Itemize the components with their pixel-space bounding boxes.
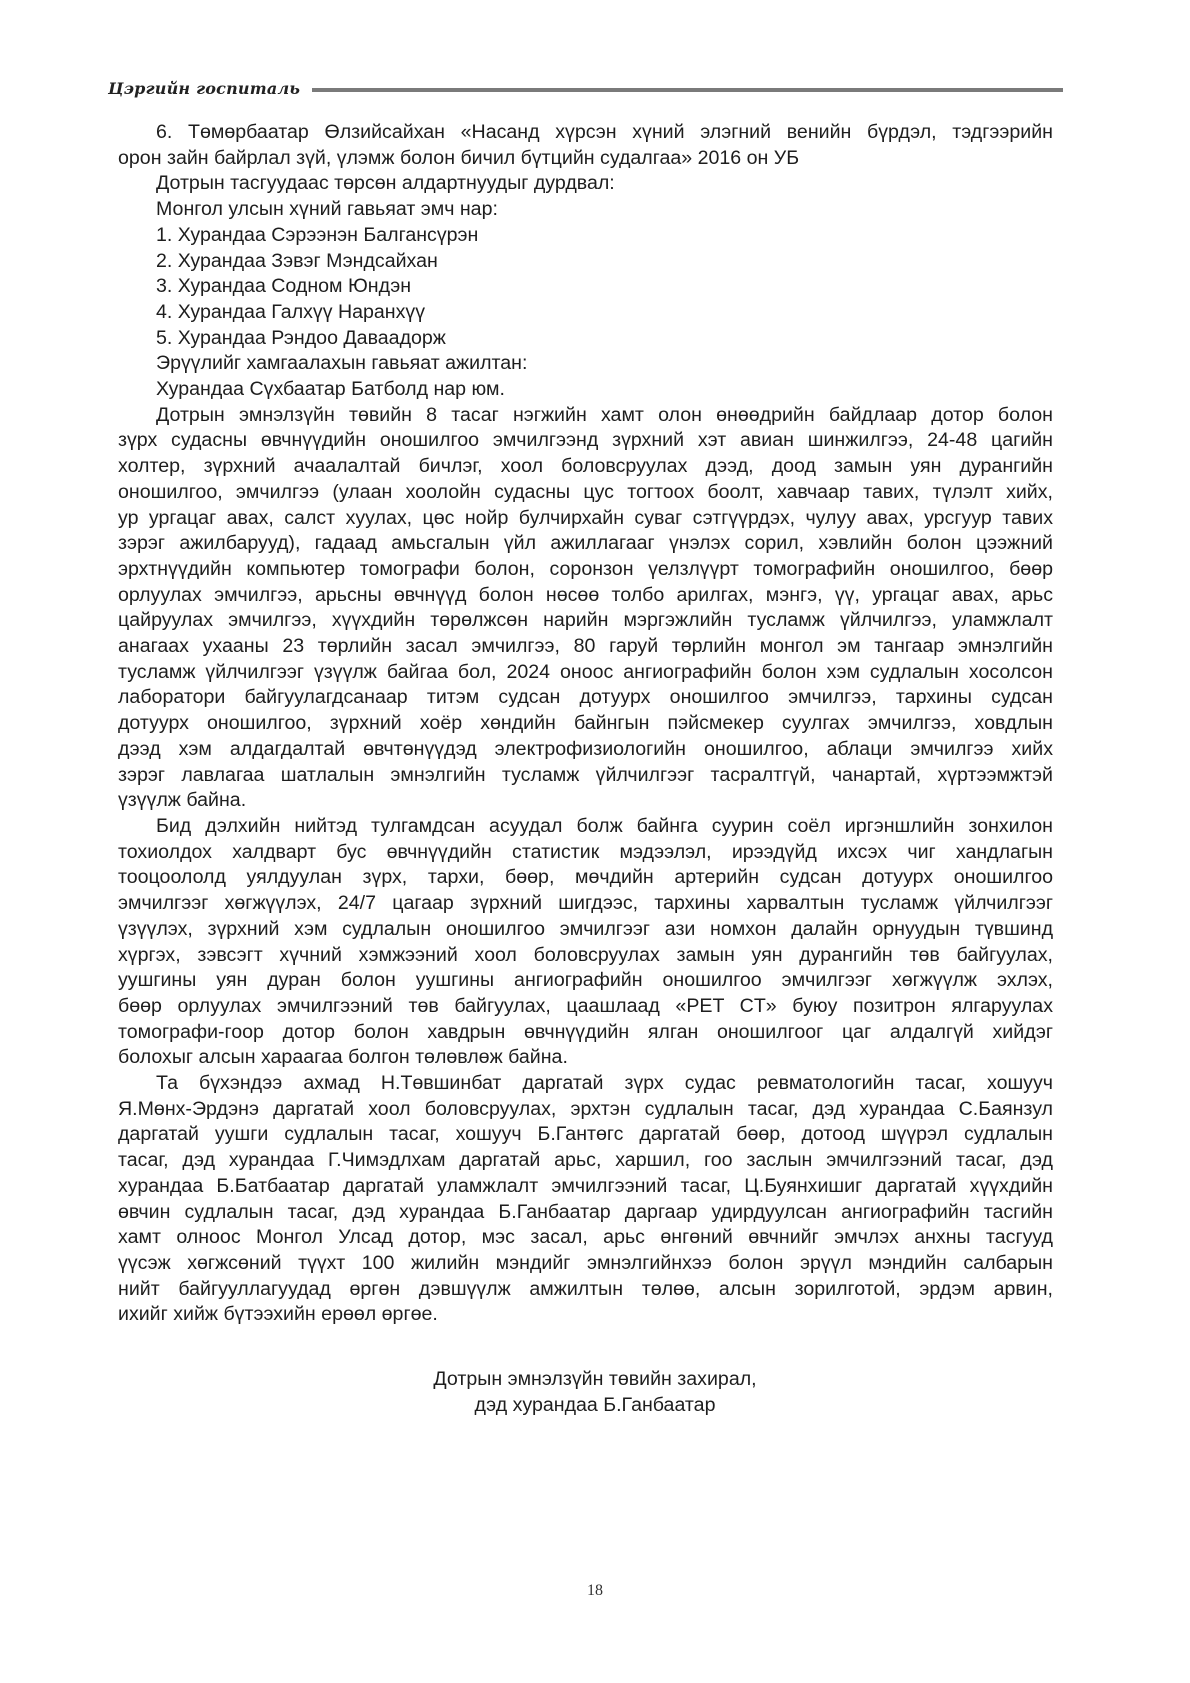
paragraph-line: ур ургацаг авах, салст хуулах, цөс нойр булчирхайн суваг сэтгүүрдэх, чулуу авах, урсгуур тавих (118, 506, 1053, 529)
honored-doctor-item: 3. Хурандаа Содном Юндэн (156, 275, 412, 298)
honored-worker-item: Хурандаа Сүхбаатар Батболд нар юм. (156, 378, 505, 401)
paragraph-line: ихийг хийж бүтээхийн ерөөл өргөе. (118, 1303, 438, 1326)
page-number: 18 (587, 1582, 603, 1599)
paragraph-line: Та бүхэндээ ахмад Н.Төвшинбат даргатай зүрх судас ревматологийн тасаг, хошууч (156, 1072, 1053, 1095)
paragraph-line: Я.Мөнх-Эрдэнэ даргатай хоол боловсруулах, эрхтэн судлалын тасаг, дэд хурандаа С.Баянзул (118, 1097, 1053, 1120)
paragraph-line: зэрэг ажилбарууд), гадаад амьсгалын үйл ажиллагааг үнэлэх сорил, хэвлийн болон цээжний (118, 532, 1053, 555)
paragraph-line: тасаг, дэд хурандаа Г.Чимэдлхам даргатай арьс, харшил, гоо заслын эмчилгээний тасаг, дэд (118, 1149, 1053, 1172)
paragraph-line: үзүүлэх, зүрхний хэм судлалын оношилгоо эмчилгээг ази номхон далайн орнуудын түвшинд (118, 917, 1053, 940)
honored-doctor-item: 2. Хурандаа Зэвэг Мэндсайхан (156, 249, 438, 272)
running-header (108, 76, 1063, 100)
paragraph-line: дээд хэм алдагдалтай өвчтөнүүдэд электрофизиологийн оношилгоо, аблаци эмчилгээ хийх (118, 737, 1053, 760)
paragraph-line: Бид дэлхийн нийтэд тулгамдсан асуудал болж байнга суурин соёл иргэншлийн зонхилон (156, 814, 1053, 837)
signature-name: дэд хурандаа Б.Ганбаатар (474, 1394, 716, 1416)
paragraph-line: бөөр орлуулах эмчилгээний төв байгуулах, цаашлаад «PET CT» буюу позитрон ялгаруулах (118, 994, 1053, 1017)
reference-item-6-line-1: 6. Төмөрбаатар Өлзийсайхан «Насанд хүрсэн хүний элэгний венийн бүрдэл, тэдгээрийн (156, 121, 1053, 143)
paragraph-line: томографи-гоор дотор болон хавдрын өвчнүүдийн ялган оношилгоог цаг алдалгүй хийдэг (118, 1020, 1053, 1043)
paragraph-line: үүсэж хөгжсөний түүхт 100 жилийн мэндийг эмнэлгийнхээ болон эрүүл мэндийн салбарын (118, 1251, 1053, 1274)
paragraph-line: хамт олноос Монгол Улсад дотор, мэс засал, арьс өнгөний өвчнийг эмчлэх анхны тасгууд (118, 1226, 1053, 1249)
paragraph-line: нийт байгууллагуудад өргөн дэвшүүлж амжилтын төлөө, алсын зорилготой, эрдэм арвин, (118, 1277, 1053, 1300)
paragraph-line: холтер, зүрхний ачаалалтай бичлэг, хоол боловсруулах дээд, доод замын уян дурангийн (118, 455, 1053, 478)
signature-title: Дотрын эмнэлзүйн төвийн захирал, (433, 1368, 757, 1390)
paragraph-line: хурандаа Б.Батбаатар даргатай уламжлалт эмчилгээний тасаг, Ц.Буянхишиг даргатай хүүхдийн (118, 1174, 1053, 1197)
article-body (118, 120, 1053, 1328)
honored-worker-heading: Эрүүлийг хамгаалахын гавьяат ажилтан: (156, 352, 528, 375)
journal-title: Цэргийн госпиталь (108, 78, 301, 98)
honored-doctor-item: 1. Хурандаа Сэрээнэн Балгансүрэн (156, 223, 479, 246)
paragraph-line: цайруулах эмчилгээ, хүүхдийн төрөлжсөн нарийн мэргэжлийн тусламж үйлчилгээ, уламжлалт (118, 609, 1053, 632)
paragraph-line: болохыг алсын хараагаа болгон төлөвлөж байна. (118, 1046, 568, 1069)
paragraph-line: Дотрын эмнэлзүйн төвийн 8 тасаг нэгжийн хамт олон өнөөдрийн байдлаар дотор болон (156, 403, 1053, 426)
paragraph-line: анагаах ухааны 23 төрлийн засал эмчилгээ, 80 гаруй төрлийн монгол эм тангаар эмнэлгийн (118, 635, 1053, 658)
reference-item-6-line-2: орон зайн байрлал зүй, үлэмж болон бичил бүтцийн судалгаа» 2016 он УБ (118, 146, 800, 169)
paragraph-line: тохиолдох халдварт бус өвчнүүдийн статистик мэдээлэл, ирээдүйд ихсэх чиг хандлагын (118, 840, 1053, 863)
paragraph-line: хүргэх, зэвсэгт хүчний хэмжээний хоол боловсруулах замын уян дурангийн төв байгуулах, (118, 943, 1053, 966)
paragraph-line: зэрэг лавлагаа шатлалын эмнэлгийн тусламж үйлчилгээг тасралтгүй, чанартай, хүртээмжтэй (118, 763, 1053, 786)
paragraph-line: дотуурх оношилгоо, зүрхний хоёр хөндийн байнгын пэйсмекер суулгах эмчилгээ, ховдлын (118, 712, 1053, 735)
intro-line: Дотрын тасгуудаас төрсөн алдартнуудыг дурдвал: (156, 172, 615, 195)
paragraph-line: зүрх судасны өвчнүүдийн оношилгоо эмчилгээнд зүрхний хэт авиан шинжилгээ, 24-48 цагийн (118, 429, 1053, 452)
paragraph-line: өвчин судлалын тасаг, дэд хурандаа Б.Ганбаатар даргаар удирдуулсан ангиографийн тасгийн (118, 1200, 1053, 1223)
paragraph-line: лаборатори байгуулагдсанаар титэм судсан дотуурх оношилгоо эмчилгээ, тархины судсан (118, 686, 1053, 709)
honored-doctor-item: 5. Хурандаа Рэндоо Даваадорж (156, 326, 446, 349)
paragraph-line: тооцоололд уялдуулан зүрх, тархи, бөөр, мөчдийн артерийн судсан дотуурх оношилгоо (118, 866, 1053, 889)
paragraph-line: оношилгоо, эмчилгээ (улаан хоолойн судасны цус тогтоох боолт, хавчаар тавих, түлэлт хийх, (118, 480, 1053, 503)
paragraph-line: уушгины уян дуран болон уушгины ангиографийн оношилгоо эмчилгээг хөгжүүлж эхлэх, (118, 969, 1053, 992)
paragraph-line: үзүүлж байна. (118, 789, 247, 812)
honored-doctors-heading: Монгол улсын хүний гавьяат эмч нар: (156, 198, 498, 221)
paragraph-line: эрхтнүүдийн компьютер томографи болон, соронзон үелзлүүрт томографийн оношилгоо, бөөр (118, 557, 1053, 580)
signature-block (300, 1366, 890, 1418)
header-rule (312, 88, 1063, 92)
paragraph-line: тусламж үйлчилгээг үзүүлж байгаа бол, 2024 оноос ангиографийн болон хэм судлалын хосолсон (118, 660, 1053, 683)
honored-doctor-item: 4. Хурандаа Галхүү Наранхүү (156, 300, 426, 323)
paragraph-line: эмчилгээг хөгжүүлэх, 24/7 цагаар зүрхний шигдээс, тархины харвалтын тусламж үйлчилгээг (118, 892, 1053, 915)
paragraph-line: орлуулах эмчилгээ, арьсны өвчнүүд болон нөсөө толбо арилгах, мэнгэ, үү, ургацаг авах, арьс (118, 583, 1053, 606)
paragraph-line: даргатай уушги судлалын тасаг, хошууч Б.Гантөгс даргатай бөөр, дотоод шүүрэл судлалын (118, 1123, 1053, 1146)
